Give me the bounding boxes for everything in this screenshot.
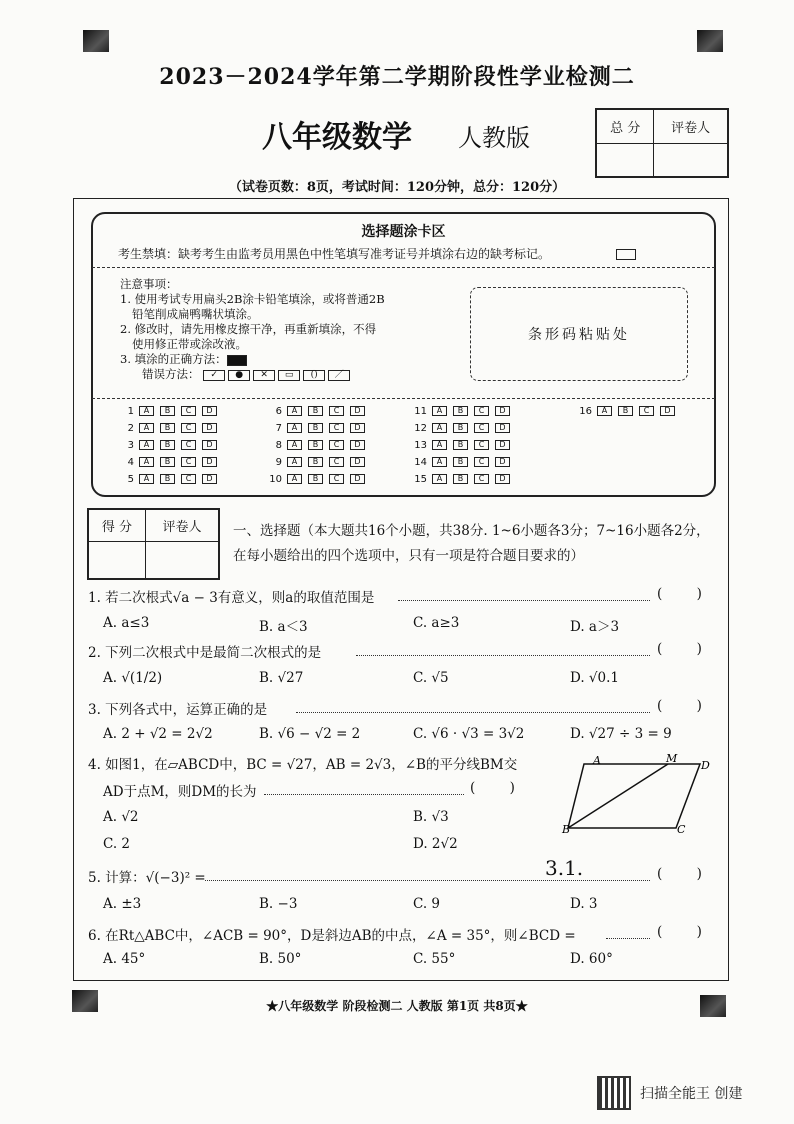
answer-paren: ( ) [657,586,702,602]
subject-title: 八年级数学 [262,120,412,155]
scanner-watermark: 扫描全能王 创建 [640,1086,743,1102]
edition-label: 人教版 [458,124,530,152]
answer-paren: ( ) [470,780,515,796]
answer-bubble-a[interactable]: A [287,457,302,467]
total-score-label: 总 分 [597,110,654,144]
grader-label: 评卷人 [654,110,728,144]
answer-bubble-a[interactable]: A [432,423,447,433]
vertex-label-d: D [701,759,710,772]
q3-option-b: B. √6 − √2 = 2 [259,726,361,742]
dot-leader [205,880,650,881]
answer-bubble-c[interactable]: C [474,440,489,450]
q2-option-c: C. √5 [413,670,449,686]
wrong-slash-example: ／ [328,370,350,381]
answer-bubble-d[interactable]: D [495,474,510,484]
absence-instruction: 考生禁填：缺考考生由监考员用黑色中性笔填写准考证号并填涂右边的缺考标记。 [118,247,551,261]
q6-option-b: B. 50° [259,951,302,967]
answer-bubble-b[interactable]: B [160,406,175,416]
answer-row-2 [120,423,223,434]
question-number: 6 [275,406,282,417]
answer-bubble-d[interactable]: D [202,440,217,450]
note-line: 2. 修改时，请先用橡皮擦干净，再重新填涂，不得 [120,322,377,336]
answer-bubble-b[interactable]: B [453,423,468,433]
registration-mark [697,30,723,52]
answer-row-10 [268,474,371,485]
note-line: 铅笔削成扁鸭嘴状填涂。 [132,307,259,321]
answer-bubble-a[interactable]: A [432,440,447,450]
divider [92,398,715,399]
dot-leader [296,712,650,713]
question-4-stem-cont: AD于点M，则DM的长为 [103,784,257,800]
answer-row-1 [120,406,223,417]
answer-row-12 [413,423,516,434]
dot-leader [398,600,650,601]
handwritten-mark: 3.1. [545,856,584,880]
answer-bubble-c[interactable]: C [329,423,344,433]
question-number: 4 [127,457,134,468]
q2-option-b: B. √27 [259,670,304,686]
answer-bubble-c[interactable]: C [474,474,489,484]
answer-bubble-a[interactable]: A [432,474,447,484]
answer-bubble-d[interactable]: D [495,423,510,433]
answer-bubble-a[interactable]: A [432,457,447,467]
answer-bubble-b[interactable]: B [160,474,175,484]
section-score-cell[interactable] [89,542,146,579]
answer-bubble-b[interactable]: B [308,440,323,450]
answer-bubble-c[interactable]: C [181,474,196,484]
q1-option-b: B. a＜3 [259,619,308,635]
answer-bubble-a[interactable]: A [287,423,302,433]
exam-title: 2023－2024学年第二学期阶段性学业检测二 [159,64,635,90]
q4-option-c: C. 2 [103,836,131,852]
answer-row-8 [268,440,371,451]
note-line: 使用修正带或涂改液。 [132,337,247,351]
total-score-cell[interactable] [597,144,654,177]
answer-bubble-c[interactable]: C [639,406,654,416]
answer-bubble-d[interactable]: D [495,406,510,416]
answer-row-4 [120,457,223,468]
answer-bubble-d[interactable]: D [350,440,365,450]
answer-bubble-d[interactable]: D [350,457,365,467]
question-number: 14 [414,457,427,468]
vertex-label-b: B [562,823,571,836]
answer-bubble-d[interactable]: D [202,423,217,433]
divider [92,267,715,268]
q6-option-c: C. 55° [413,951,456,967]
answer-bubble-d[interactable]: D [202,406,217,416]
vertex-label-a: A [593,754,601,767]
dot-leader [606,938,650,939]
answer-bubble-b[interactable]: B [308,457,323,467]
answer-paren: ( ) [657,866,702,882]
q4-option-b: B. √3 [413,809,449,825]
answer-bubble-c[interactable]: C [181,457,196,467]
question-2-stem: 2. 下列二次根式中是最简二次根式的是 [88,645,322,661]
section-score-label: 得 分 [89,510,146,542]
correct-fill-example [227,355,247,366]
answer-bubble-c[interactable]: C [181,423,196,433]
question-number: 11 [414,406,427,417]
answer-bubble-d[interactable]: D [350,406,365,416]
q6-option-d: D. 60° [570,951,613,967]
answer-bubble-a[interactable]: A [139,423,154,433]
notes [120,277,385,382]
page-footer: ★八年级数学 阶段检测二 人教版 第1页 共8页★ [266,999,528,1013]
question-number: 8 [275,440,282,451]
answer-bubble-a[interactable]: A [432,406,447,416]
answer-bubble-c[interactable]: C [329,440,344,450]
answer-bubble-c[interactable]: C [181,440,196,450]
answer-bubble-d[interactable]: D [202,474,217,484]
question-5-stem: 5. 计算：√(−3)² = [88,870,206,886]
dot-leader [356,655,650,656]
answer-row-3 [120,440,223,451]
answer-bubble-c[interactable]: C [474,423,489,433]
answer-bubble-d[interactable]: D [660,406,675,416]
answer-bubble-b[interactable]: B [453,457,468,467]
answer-bubble-c[interactable]: C [329,474,344,484]
answer-bubble-a[interactable]: A [139,474,154,484]
question-3-stem: 3. 下列各式中，运算正确的是 [88,702,268,718]
wrong-dash-example: ▭ [278,370,300,381]
q2-option-d: D. √0.1 [570,670,619,686]
answer-bubble-d[interactable]: D [350,474,365,484]
answer-bubble-c[interactable]: C [329,457,344,467]
question-number: 13 [414,440,427,451]
q1-option-c: C. a≥3 [413,615,460,631]
answer-bubble-a[interactable]: A [287,406,302,416]
question-6-stem: 6. 在Rt△ABC中，∠ACB = 90°，D是斜边AB的中点，∠A = 35°，则∠BCD = [88,928,576,944]
answer-bubble-b[interactable]: B [160,440,175,450]
barcode-area: 条形码粘贴处 [470,287,688,381]
q3-option-c: C. √6 · √3 = 3√2 [413,726,525,742]
question-number: 9 [275,457,282,468]
question-number: 10 [269,474,282,485]
answer-paren: ( ) [657,641,702,657]
question-number: 3 [127,440,134,451]
answer-card-title: 选择题涂卡区 [361,224,446,240]
note-line: 1. 使用考试专用扁头2B涂卡铅笔填涂，或将普通2B [120,292,385,306]
absence-mark-box[interactable] [616,249,636,260]
q5-option-a: A. ±3 [103,896,142,912]
answer-bubble-d[interactable]: D [495,440,510,450]
vertex-label-c: C [677,823,686,836]
q4-option-d: D. 2√2 [413,836,458,852]
answer-bubble-b[interactable]: B [160,423,175,433]
total-score-box [595,108,729,178]
section-score-box [87,508,220,580]
exam-info: （试卷页数：8页，考试时间：120分钟，总分：120分） [228,180,566,195]
q2-option-a: A. √(1/2) [103,670,163,686]
answer-row-16 [578,406,681,417]
answer-bubble-d[interactable]: D [350,423,365,433]
registration-mark [83,30,109,52]
answer-row-5 [120,474,223,485]
answer-bubble-c[interactable]: C [181,406,196,416]
dot-leader [264,794,464,795]
answer-bubble-a[interactable]: A [139,457,154,467]
notes-title: 注意事项： [120,277,178,291]
question-number: 7 [275,423,282,434]
q5-option-c: C. 9 [413,896,441,912]
bisector-bm [568,764,668,828]
answer-bubble-c[interactable]: C [474,406,489,416]
wrong-check-example: ✓ [203,370,225,381]
question-number: 5 [127,474,134,485]
section-grader-cell[interactable] [145,542,218,579]
section-heading: 一、选择题（本大题共16个小题，共38分. 1~6小题各3分；7~16小题各2分，在每小题给出的四个选项中，只有一项是符合题目要求的） [233,523,710,564]
q3-option-d: D. √27 ÷ 3 = 9 [570,726,672,742]
question-1-stem: 1. 若二次根式√a − 3有意义，则a的取值范围是 [88,590,375,606]
question-number: 2 [127,423,134,434]
answer-paren: ( ) [657,924,702,940]
correct-method-label: 3. 填涂的正确方法： [120,352,227,366]
q3-option-a: A. 2 + √2 = 2√2 [103,726,213,742]
answer-bubble-b[interactable]: B [308,474,323,484]
answer-row-7 [268,423,371,434]
answer-bubble-c[interactable]: C [329,406,344,416]
question-number: 12 [414,423,427,434]
answer-bubble-a[interactable]: A [139,406,154,416]
answer-bubble-b[interactable]: B [160,457,175,467]
answer-row-14 [413,457,516,468]
qr-code [597,1076,631,1110]
answer-bubble-b[interactable]: B [453,474,468,484]
answer-bubble-a[interactable]: A [139,440,154,450]
question-number: 15 [414,474,427,485]
answer-bubble-a[interactable]: A [597,406,612,416]
question-number: 16 [579,406,592,417]
q5-option-b: B. −3 [259,896,298,912]
answer-row-13 [413,440,516,451]
answer-bubble-b[interactable]: B [308,423,323,433]
question-4-stem: 4. 如图1，在▱ABCD中，BC = √27，AB = 2√3，∠B的平分线BM交 [88,757,518,773]
question-number: 1 [127,406,134,417]
answer-bubble-b[interactable]: B [453,440,468,450]
wrong-method-label: 错误方法： [142,367,200,381]
answer-bubble-d[interactable]: D [202,457,217,467]
wrong-cross-example: ✕ [253,370,275,381]
answer-row-15 [413,474,516,485]
point-label-m: M [666,752,678,765]
q6-option-a: A. 45° [103,951,146,967]
q5-option-d: D. 3 [570,896,598,912]
parallelogram-abcd [568,764,700,828]
wrong-paren-example: () [303,370,325,381]
wrong-dot-example: ● [228,370,250,381]
answer-bubble-b[interactable]: B [618,406,633,416]
grader-cell[interactable] [654,144,728,177]
parallelogram-figure [560,752,720,842]
answer-bubble-a[interactable]: A [287,474,302,484]
answer-row-11 [413,406,516,417]
section-grader-label: 评卷人 [145,510,218,542]
answer-bubble-a[interactable]: A [287,440,302,450]
answer-bubble-c[interactable]: C [474,457,489,467]
q4-option-a: A. √2 [103,809,139,825]
answer-bubble-b[interactable]: B [453,406,468,416]
answer-paren: ( ) [657,698,702,714]
answer-row-9 [268,457,371,468]
q1-option-d: D. a＞3 [570,619,620,635]
answer-bubble-b[interactable]: B [308,406,323,416]
answer-bubble-d[interactable]: D [495,457,510,467]
q1-option-a: A. a≤3 [103,615,150,631]
answer-row-6 [268,406,371,417]
